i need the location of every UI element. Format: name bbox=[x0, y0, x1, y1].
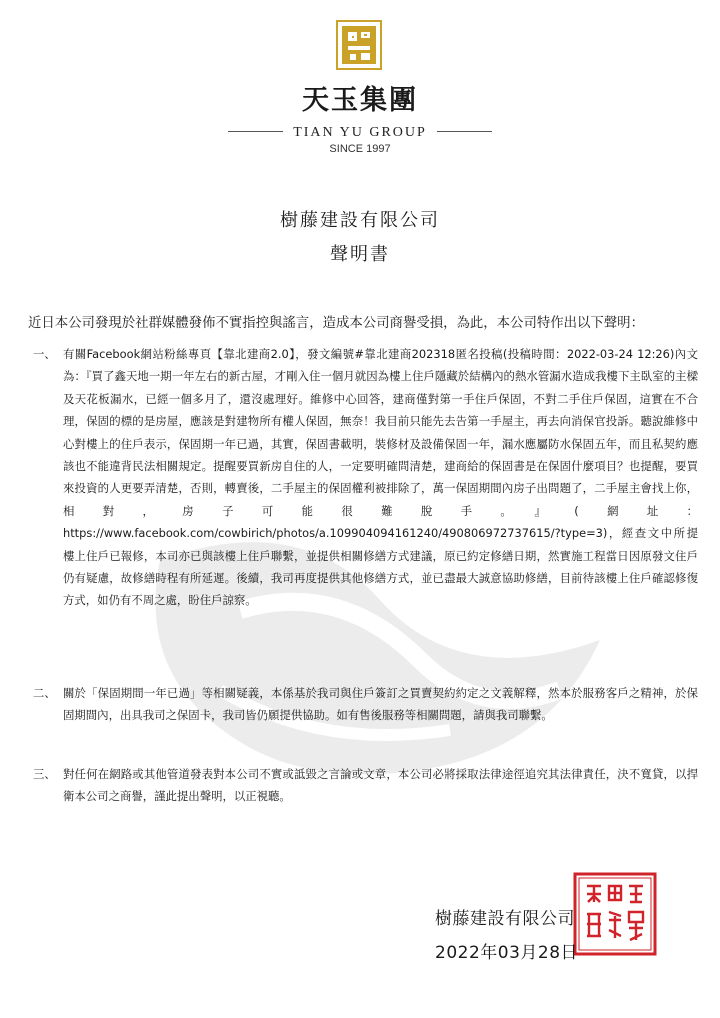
section-number: 二、 bbox=[33, 686, 56, 700]
company-seal bbox=[573, 872, 657, 956]
brand-name-english: TIAN YU GROUP bbox=[293, 125, 427, 140]
signature-date: 2022年03月28日 bbox=[435, 943, 579, 963]
intro-paragraph: 近日本公司發現於社群媒體發佈不實指控與謠言，造成本公司商譽受損，為此，本公司特作出以下聲明： bbox=[28, 316, 644, 331]
section-2 bbox=[33, 682, 698, 727]
brand-name-english-row bbox=[0, 121, 720, 141]
section-text: 關於「保固期間一年已過」等相關疑義，本係基於我司與住戶簽訂之買賣契約約定之文義解釋，然本於服務客戶之精神，於保固期間內，出具我司之保固卡，我司皆仍願提供協助。如有售後服務等相關問題，請與我司聯繫。 bbox=[63, 686, 698, 723]
signature-company: 樹藤建設有限公司 bbox=[435, 909, 575, 929]
brand-since: SINCE 1997 bbox=[329, 143, 391, 155]
section-text: 對任何在網路或其他管道發表對本公司不實或詆毀之言論或文章，本公司必將採取法律途徑追究其法律責任，決不寬貸，以捍衛本公司之商譽，謹此提出聲明，以正視聽。 bbox=[63, 767, 698, 804]
section-text: 有關Facebook網站粉絲專頁【靠北建商2.0】，發文編號#靠北建商202318匿名投稿(投稿時間：2022-03-24 12:26)內文為：『買了鑫天地一期一年左右的新古屋，才剛入住一個月就因為樓上住戶隱藏於結構內的熱水管漏水造成我樓下主臥室的主樑及天花板漏水，已經一個多月了，還沒處理好。維修中心回答，建商僅對第一手住戶保固，不對二手住戶保固，這實在不合理，保固的標的是房屋，應該是對建物所有權人保固，無奈！我目前只能先去告第一手屋主，再去向消保官投訴。聽說維修中心對樓上的住戶表示，保固期一年已過，其實，保固書載明，裝修材及設備保固一年，漏水應屬防水保固五年，而且私契約應該也不能違背民法相關規定。提醒要買新房自住的人，一定要明確問清楚，建商給的保固書是在保固什麼項目？也提醒，要買來投資的人更要弄清楚，否則，轉賣後，二手屋主的保固權利被排除了，萬一保固期間內房子出問題了，二手屋主會找上你，相對，房子可能很難脫手。』(網址：https://www.facebook.com/cowbirich/photos/a.109904094161240/490806972737615/?type=3)，經查文中所提樓上住戶已報修，本司亦已與該樓上住戶聯繫，並提供相關修繕方式建議，原已約定修繕日期，然實施工程當日因原發文住戶仍有疑慮，故修繕時程有所延遲。後續，我司再度提供其他修繕方式，並已盡最大誠意協助修繕，目前待該樓上住戶確認修復方式，如仍有不周之處，盼住戶諒察。 bbox=[63, 347, 698, 608]
tian-yu-logo-icon bbox=[336, 20, 382, 70]
divider-left bbox=[228, 131, 283, 132]
divider-right bbox=[437, 131, 492, 132]
section-number: 一、 bbox=[33, 347, 56, 361]
section-number: 三、 bbox=[33, 767, 56, 781]
document-title: 聲明書 bbox=[330, 244, 390, 265]
section-3 bbox=[33, 763, 698, 808]
company-title: 樹藤建設有限公司 bbox=[280, 210, 440, 231]
section-1 bbox=[33, 343, 698, 612]
brand-name-chinese: 天玉集團 bbox=[302, 85, 418, 116]
